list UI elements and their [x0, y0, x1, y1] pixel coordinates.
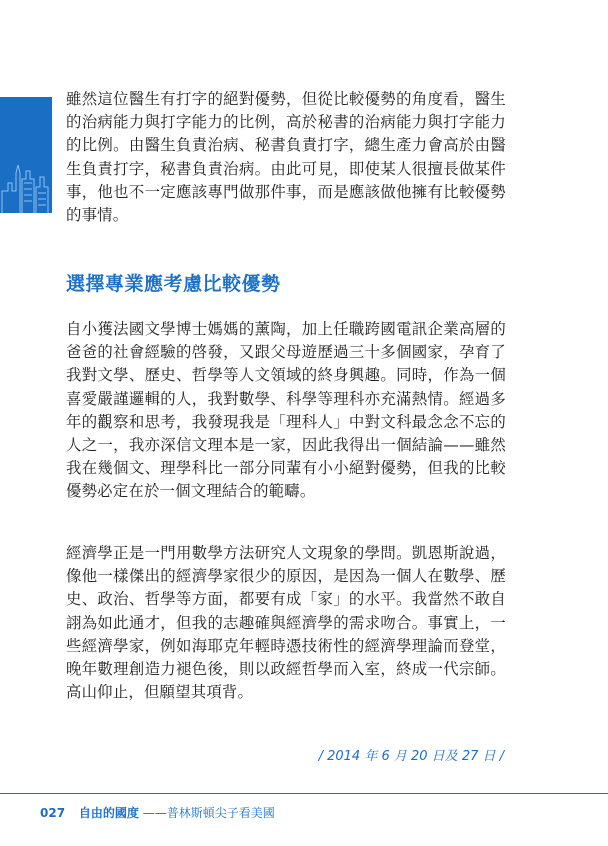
body-paragraph-2: 自小獲法國文學博士媽媽的薰陶，加上任職跨國電訊企業高層的爸爸的社會經驗的啓發，又跟父母遊歷過三十多個國家，孕育了我對文學、歷史、哲學等人文領域的終身興趣。同時，作為一個喜愛嚴謹邏輯的人，我對數學、科學等理科亦充滿熱情。經過多年的觀察和思考，我發現我是「理科人」中對文科最念念不忘的人之一，我亦深信文理本是一家，因此我得出一個結論——雖然我在幾個文、理學科比一部分同輩有小小絕對優勢，但我的比較優勢必定在於一個文理結合的範疇。: [66, 320, 506, 501]
book-subtitle: ——普林斯頓尖子看美國: [142, 806, 275, 820]
page-footer: [40, 804, 275, 821]
publication-date: / 2014 年 6 月 20 日及 27 日 /: [318, 749, 504, 764]
page-number: 027: [40, 806, 66, 820]
chapter-side-tab: [0, 97, 52, 213]
footer-divider: [0, 793, 608, 794]
city-skyline-icon: [0, 143, 52, 213]
body-paragraph-1: 雖然這位醫生有打字的絕對優勢，但從比較優勢的角度看，醫生的治病能力與打字能力的比例，高於秘書的治病能力與打字能力的比例。由醫生負責治病、秘書負責打字，總生產力會高於由醫生負責打字，秘書負責治病。由此可見，即使某人很擅長做某件事，他也不一定應該專門做那件事，而是應該做他擁有比較優勢的事情。: [66, 90, 506, 225]
section-heading: 選擇專業應考慮比較優勢: [66, 273, 281, 295]
body-paragraph-3: 經濟學正是一門用數學方法研究人文現象的學問。凱恩斯說過，像他一樣傑出的經濟學家很少的原因，是因為一個人在數學、歷史、政治、哲學等方面，都要有成「家」的水平。我當然不敢自詡為如此通才，但我的志趣確與經濟學的需求吻合。事實上，一些經濟學家，例如海耶克年輕時憑技術性的經濟學理論而登堂，晚年數理創造力褪色後，則以政經哲學而入室，終成一代宗師。高山仰止，但願望其項背。: [66, 544, 506, 702]
book-title: 自由的國度: [78, 806, 139, 820]
